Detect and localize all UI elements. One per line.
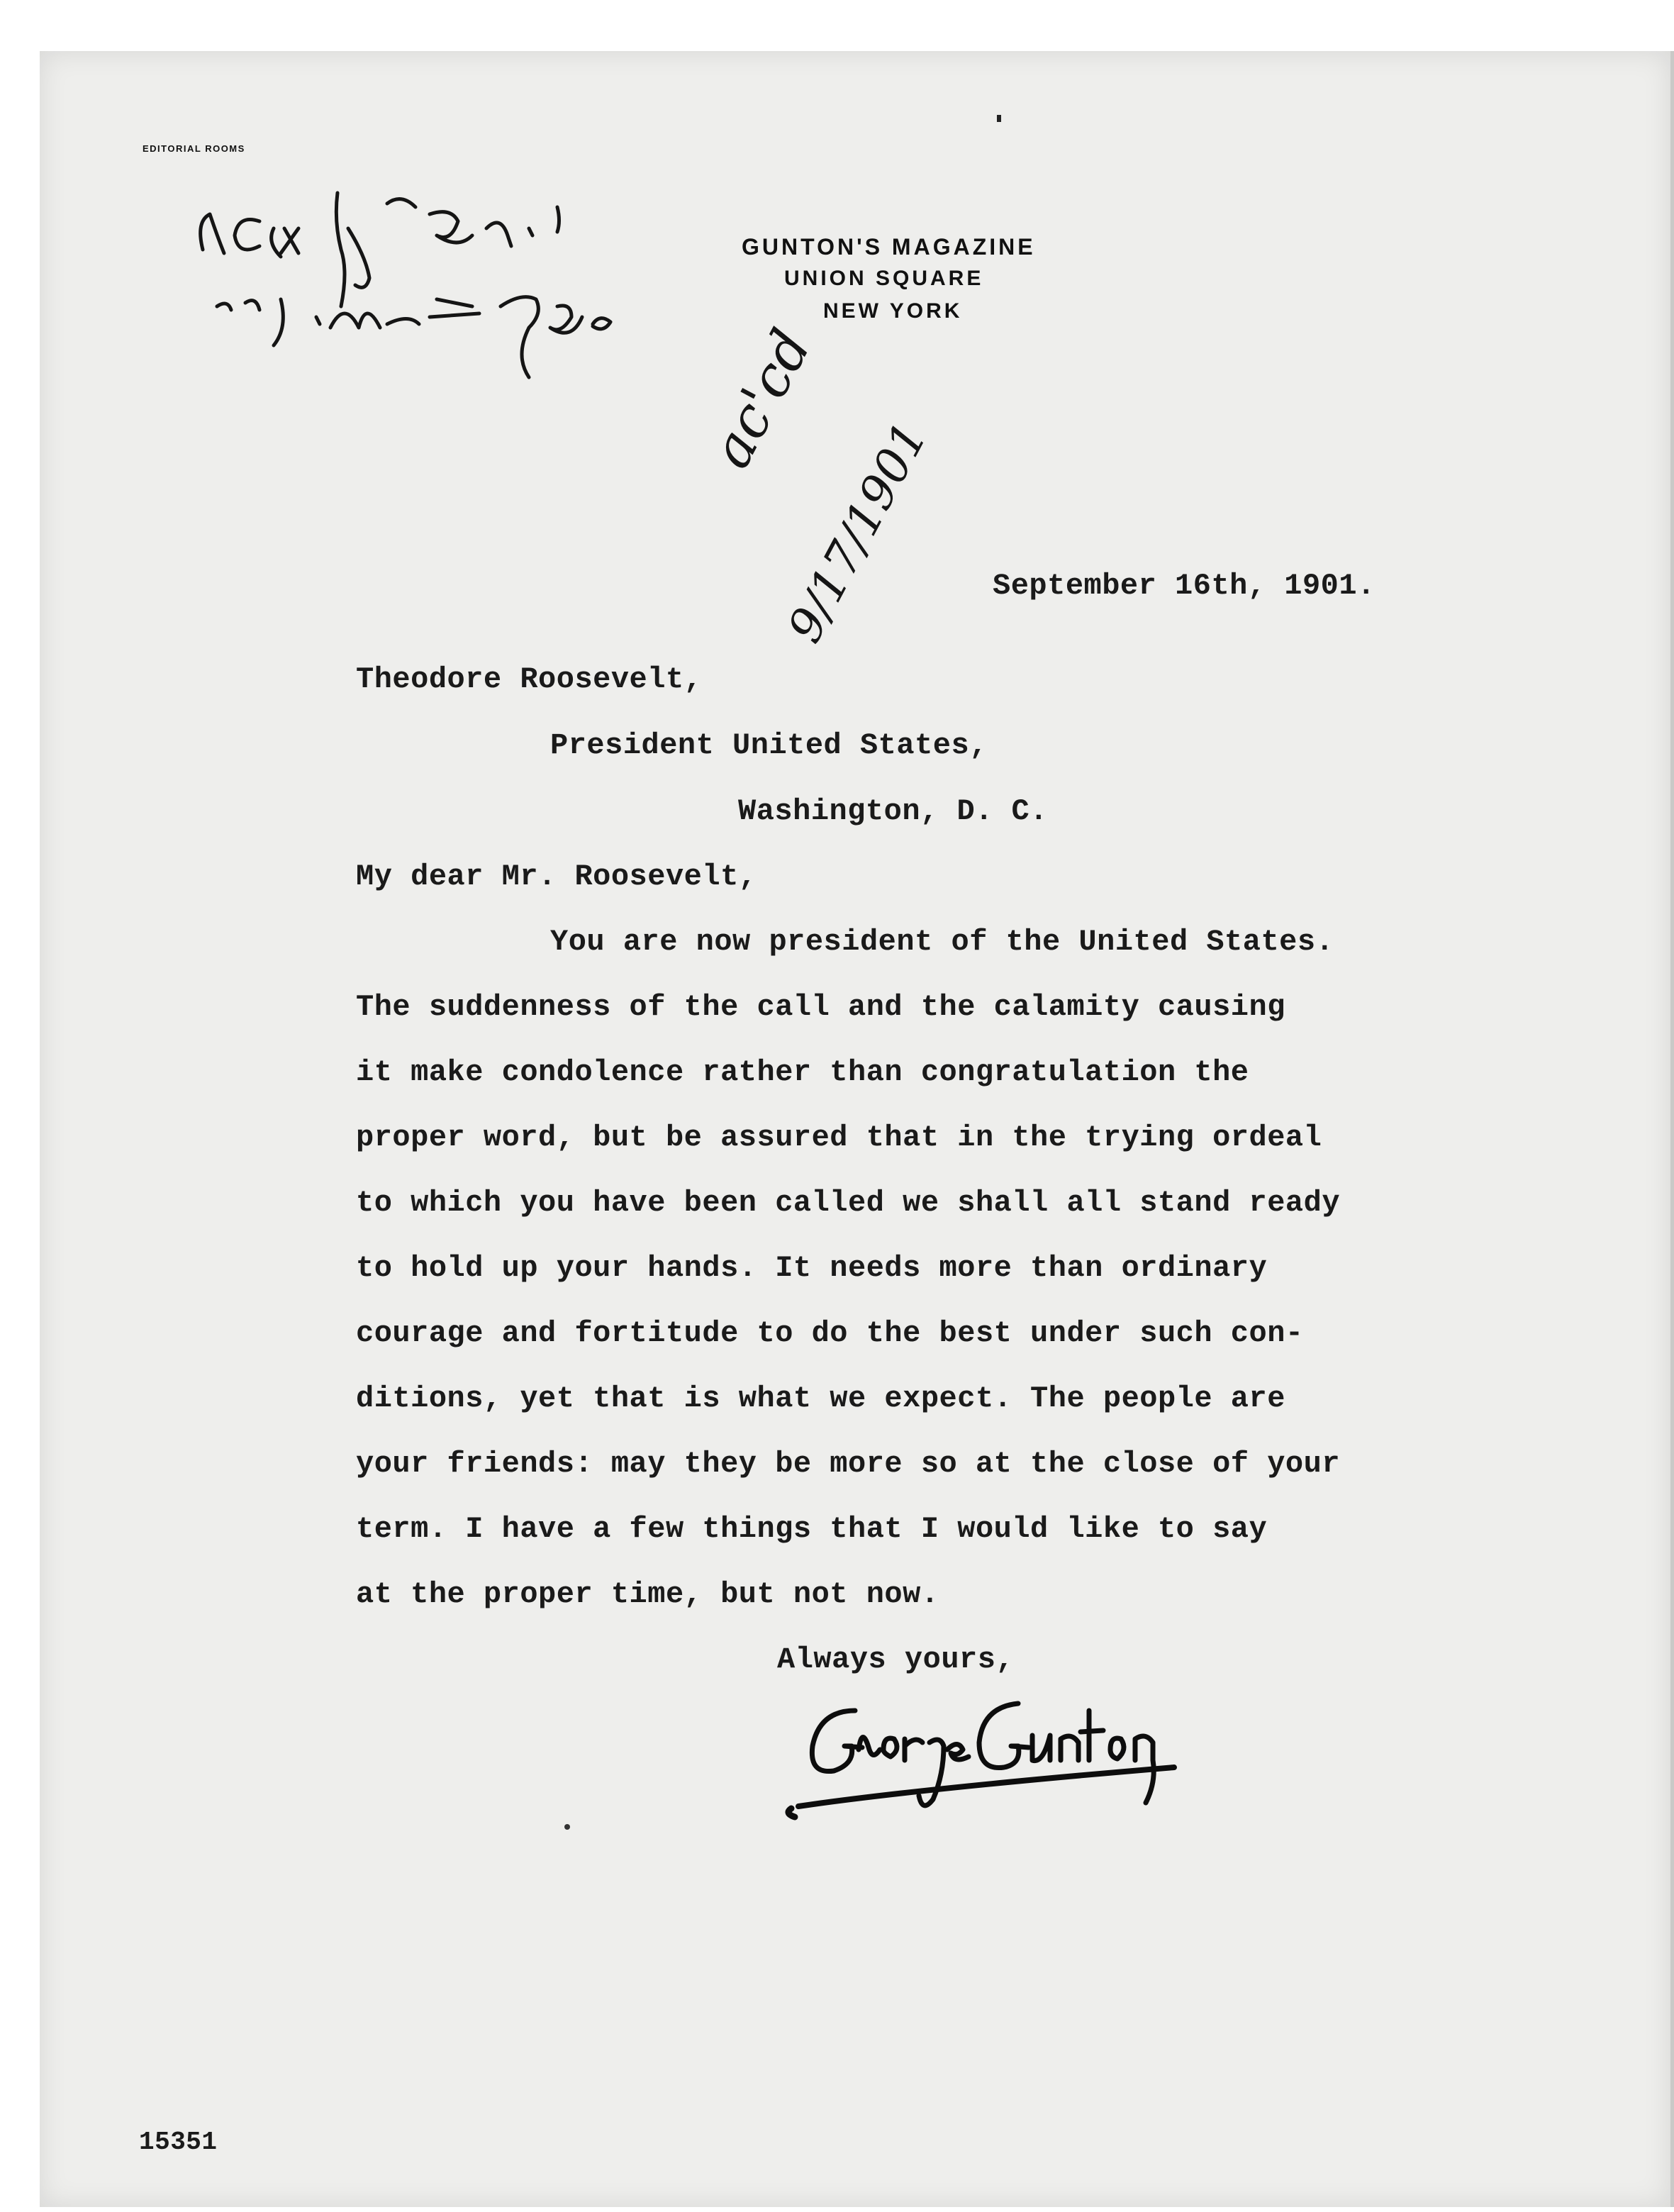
department-label: EDITORIAL ROOMS <box>143 143 245 154</box>
address-name: Theodore Roosevelt, <box>356 662 703 696</box>
letterhead-city: NEW YORK <box>823 299 963 323</box>
address-city: Washington, D. C. <box>738 794 1048 828</box>
body-line: your friends: may they be more so at the close of your <box>356 1447 1341 1481</box>
letterhead-square: UNION SQUARE <box>784 267 984 290</box>
archive-number: 15351 <box>139 2128 218 2157</box>
address-title: President United States, <box>550 728 988 762</box>
letterhead-magazine: GUNTON'S MAGAZINE <box>742 234 1036 260</box>
body-line: at the proper time, but not now. <box>356 1577 939 1611</box>
body-line: You are now president of the United States. <box>550 925 1334 959</box>
handwritten-notation <box>174 165 813 391</box>
ink-speck <box>564 1824 570 1830</box>
body-line: to hold up your hands. It needs more than ordinary <box>356 1251 1268 1285</box>
body-line: it make condolence rather than congratulation the <box>356 1055 1249 1089</box>
ink-speck <box>997 115 1001 122</box>
body-line: The suddenness of the call and the calamity causing <box>356 990 1285 1024</box>
closing: Always yours, <box>777 1643 1015 1677</box>
body-line: to which you have been called we shall all stand ready <box>356 1186 1341 1220</box>
salutation: My dear Mr. Roosevelt, <box>356 860 757 894</box>
received-note-word: ac'cd <box>699 319 824 479</box>
body-line: term. I have a few things that I would like to say <box>356 1512 1268 1546</box>
body-line: proper word, but be assured that in the trying ordeal <box>356 1121 1322 1155</box>
letter-date: September 16th, 1901. <box>993 569 1376 603</box>
letter-sheet <box>40 51 1674 2207</box>
received-note-date: 9/17/1901 <box>777 413 938 652</box>
signature <box>777 1682 1217 1838</box>
body-line: courage and fortitude to do the best under such con- <box>356 1316 1304 1350</box>
body-line: ditions, yet that is what we expect. The people are <box>356 1382 1285 1416</box>
